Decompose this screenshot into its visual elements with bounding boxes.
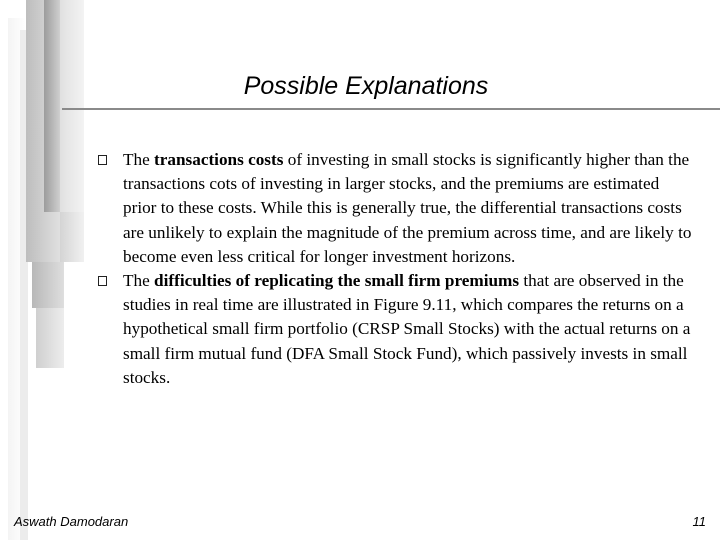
bullet-text-post: that are observed in the studies in real time are illustrated in Figure 9.11, which compares the returns on a hypothetical small firm portfolio (CRSP Small Stocks) with the actual returns on a small firm mutual fund (DFA Small Stock Fund), which passively invests in small stocks. xyxy=(123,271,691,387)
bullet-text-post: of investing in small stocks is significantly higher than the transactions cots of investing in larger stocks, and the premiums are estimated prior to these costs. While this is generally true, the differential transactions costs are unlikely to explain the magnitude of the premium across time, and are likely to become even less critical for longer investment horizons. xyxy=(123,150,692,266)
hollow-square-bullet-icon xyxy=(98,276,107,286)
bullet-item-transactions-costs xyxy=(96,148,696,269)
decorative-bar xyxy=(60,212,84,262)
footer-page-number: 11 xyxy=(692,514,706,529)
decorative-bar xyxy=(44,0,60,212)
bullet-text-bold: transactions costs xyxy=(154,150,284,169)
footer-author: Aswath Damodaran xyxy=(14,514,129,529)
bullet-list xyxy=(96,148,696,390)
title-divider xyxy=(62,108,720,110)
decorative-bar xyxy=(32,262,64,308)
bullet-item-replication-difficulties xyxy=(96,269,696,390)
slide-title: Possible Explanations xyxy=(243,72,489,100)
hollow-square-bullet-icon xyxy=(98,155,107,165)
bullet-text-bold: difficulties of replicating the small firm premiums xyxy=(154,271,520,291)
bullet-text-pre: The xyxy=(123,150,155,169)
bullet-text-pre: The xyxy=(123,271,155,291)
decorative-bar xyxy=(36,308,64,368)
